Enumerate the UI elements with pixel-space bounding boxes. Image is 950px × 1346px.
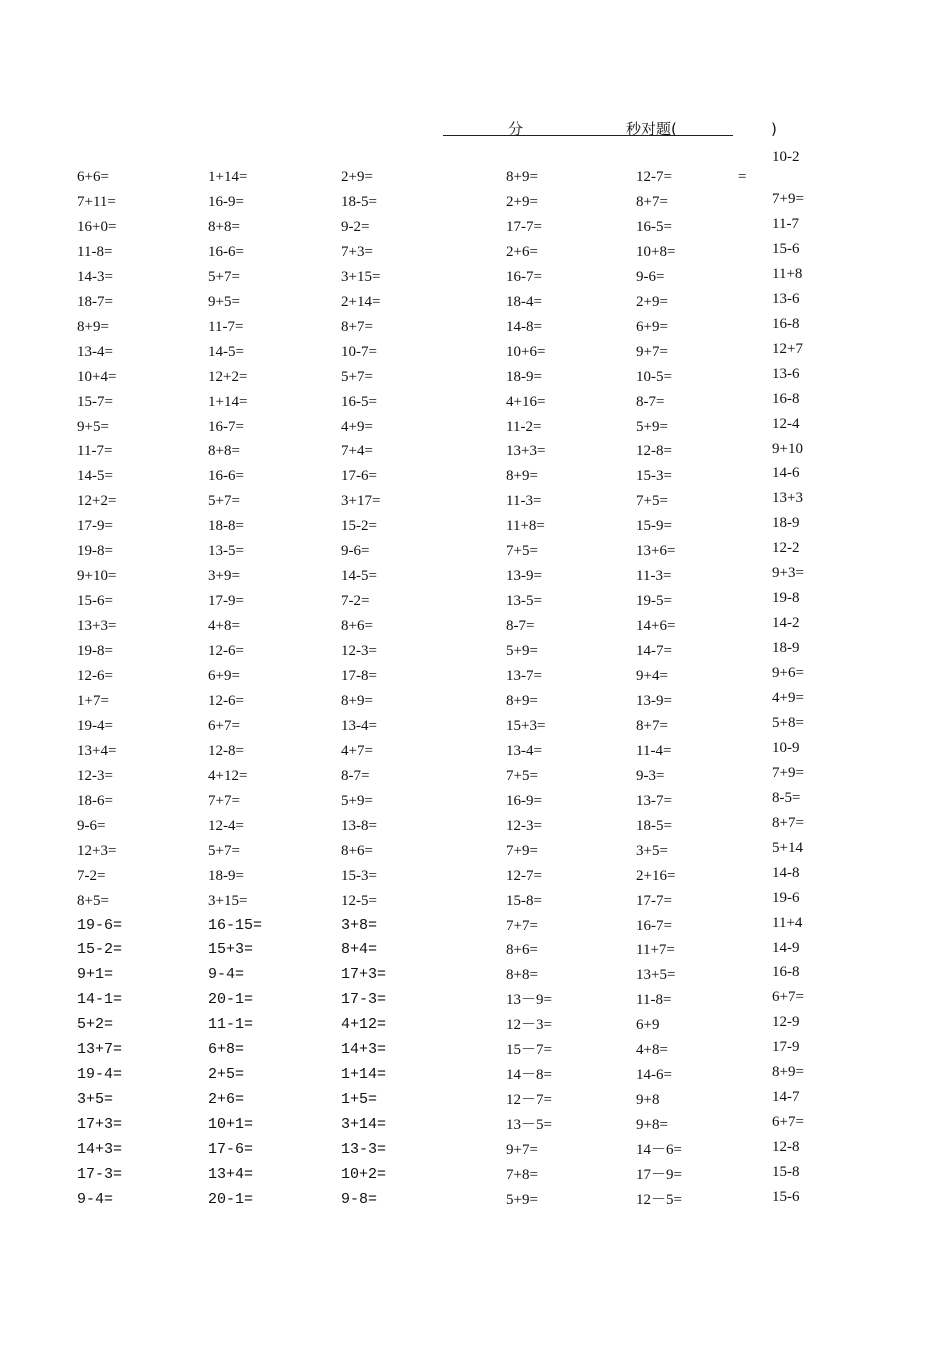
problem-3-38: 1+5= <box>341 1091 378 1108</box>
problem-1-40: 14+3= <box>77 1141 123 1158</box>
problem-4-2: 2+9= <box>506 194 538 210</box>
problem-5-38: 9+8 <box>636 1092 660 1108</box>
problem-2-37: 2+5= <box>208 1066 245 1083</box>
problem-1-31: 19-6= <box>77 917 123 934</box>
problem-1-13: 14-5= <box>77 468 113 484</box>
problem-1-24: 13+4= <box>77 743 117 759</box>
problem-6-11: 9+10 <box>772 441 803 457</box>
problem-4-21: 13-7= <box>506 668 542 684</box>
problem-2-25: 4+12= <box>208 768 248 784</box>
problem-3-41: 10+2= <box>341 1166 387 1183</box>
problem-1-33: 9+1= <box>77 966 114 983</box>
problem-2-13: 16-6= <box>208 468 244 484</box>
problem-2-28: 5+7= <box>208 843 240 859</box>
problem-1-8: 13-4= <box>77 344 113 360</box>
problem-6-28: 14-8 <box>772 865 800 881</box>
problem-6-31: 14-9 <box>772 940 800 956</box>
problem-5-22: 13-9= <box>636 693 672 709</box>
problem-5-6: 2+9= <box>636 294 668 310</box>
problem-5-13: 15-3= <box>636 468 672 484</box>
problem-6-8: 13-6 <box>772 366 800 382</box>
problem-4-7: 14-8= <box>506 319 542 335</box>
problem-1-22: 1+7= <box>77 693 109 709</box>
problem-6-19: 18-9 <box>772 640 800 656</box>
problem-2-21: 6+9= <box>208 668 240 684</box>
problem-1-32: 15-2= <box>77 941 123 958</box>
problem-6-29: 19-6 <box>772 890 800 906</box>
problem-2-31: 16-15= <box>208 917 263 934</box>
problem-2-1: 1+14= <box>208 169 248 185</box>
problem-4-35: 12－3= <box>506 1017 552 1033</box>
problem-1-38: 3+5= <box>77 1091 114 1108</box>
problem-5-11: 5+9= <box>636 419 668 435</box>
problem-3-7: 8+7= <box>341 319 373 335</box>
problem-3-18: 7-2= <box>341 593 370 609</box>
problem-5-30: 17-7= <box>636 893 672 909</box>
problem-4-13: 8+9= <box>506 468 538 484</box>
problem-3-21: 17-8= <box>341 668 377 684</box>
problem-5-18: 19-5= <box>636 593 672 609</box>
problem-5-29: 2+16= <box>636 868 676 884</box>
problem-5-9: 10-5= <box>636 369 672 385</box>
problem-4-39: 13－5= <box>506 1117 552 1133</box>
header-seconds-label: 秒对题( <box>626 120 677 138</box>
problem-1-16: 19-8= <box>77 543 113 559</box>
problem-5-8: 9+7= <box>636 344 668 360</box>
problem-6-30: 11+4 <box>772 915 803 931</box>
problem-3-29: 15-3= <box>341 868 377 884</box>
problem-5-15: 15-9= <box>636 518 672 534</box>
problem-2-29: 18-9= <box>208 868 244 884</box>
problem-3-8: 10-7= <box>341 344 377 360</box>
problem-2-39: 10+1= <box>208 1116 254 1133</box>
problem-1-27: 9-6= <box>77 818 106 834</box>
problem-4-4: 2+6= <box>506 244 538 260</box>
problem-4-36: 15－7= <box>506 1042 552 1058</box>
problem-6-16: 9+3= <box>772 565 804 581</box>
problem-5-27: 18-5= <box>636 818 672 834</box>
problem-2-17: 3+9= <box>208 568 240 584</box>
problem-6-4: 11+8 <box>772 266 803 282</box>
problem-5-3: 16-5= <box>636 219 672 235</box>
problem-2-38: 2+6= <box>208 1091 245 1108</box>
problem-3-16: 9-6= <box>341 543 370 559</box>
problem-1-4: 11-8= <box>77 244 113 260</box>
problem-4-24: 13-4= <box>506 743 542 759</box>
problem-3-40: 13-3= <box>341 1141 387 1158</box>
problem-6-13: 13+3 <box>772 490 803 506</box>
problem-6-36: 8+9= <box>772 1064 804 1080</box>
problem-6-7: 12+7 <box>772 341 803 357</box>
problem-3-37: 1+14= <box>341 1066 387 1083</box>
problem-2-33: 9-4= <box>208 966 245 983</box>
problem-4-34: 13－9= <box>506 992 552 1008</box>
problem-4-11: 11-2= <box>506 419 542 435</box>
problem-6-37: 14-7 <box>772 1089 800 1105</box>
problem-5-12: 12-8= <box>636 443 672 459</box>
problem-4-40: 9+7= <box>506 1142 538 1158</box>
problem-3-23: 13-4= <box>341 718 377 734</box>
problem-5-25: 9-3= <box>636 768 665 784</box>
problem-1-35: 5+2= <box>77 1016 114 1033</box>
problem-3-42: 9-8= <box>341 1191 378 1208</box>
problem-3-31: 3+8= <box>341 917 378 934</box>
problem-5-42: 12－5= <box>636 1192 682 1208</box>
problem-6-15: 12-2 <box>772 540 800 556</box>
problem-2-30: 3+15= <box>208 893 248 909</box>
problem-3-30: 12-5= <box>341 893 377 909</box>
problem-4-15: 11+8= <box>506 518 545 534</box>
problem-2-23: 6+7= <box>208 718 240 734</box>
problem-3-36: 14+3= <box>341 1041 387 1058</box>
problem-4-18: 13-5= <box>506 593 542 609</box>
problem-6-2: 11-7 <box>772 216 799 232</box>
problem-5-31: 16-7= <box>636 918 672 934</box>
problem-1-21: 12-6= <box>77 668 113 684</box>
problem-1-15: 17-9= <box>77 518 113 534</box>
problem-4-6: 18-4= <box>506 294 542 310</box>
problem-5-32: 11+7= <box>636 942 675 958</box>
problem-4-26: 16-9= <box>506 793 542 809</box>
problem-6-35: 17-9 <box>772 1039 800 1055</box>
problem-5-4: 10+8= <box>636 244 676 260</box>
problem-5-10: 8-7= <box>636 394 665 410</box>
header-minutes-label: 分 <box>508 120 524 138</box>
problem-5-39: 9+8= <box>636 1117 668 1133</box>
problem-3-34: 17-3= <box>341 991 387 1008</box>
problem-1-25: 12-3= <box>77 768 113 784</box>
problem-2-12: 8+8= <box>208 443 240 459</box>
problem-3-27: 13-8= <box>341 818 377 834</box>
problem-6-22: 5+8= <box>772 715 804 731</box>
problem-1-36: 13+7= <box>77 1041 123 1058</box>
problem-2-5: 5+7= <box>208 269 240 285</box>
problem-2-4: 16-6= <box>208 244 244 260</box>
problem-3-3: 9-2= <box>341 219 370 235</box>
problem-6-5: 13-6 <box>772 291 800 307</box>
problem-2-14: 5+7= <box>208 493 240 509</box>
problem-2-35: 11-1= <box>208 1016 254 1033</box>
problem-5-24: 11-4= <box>636 743 672 759</box>
problem-1-5: 14-3= <box>77 269 113 285</box>
problem-6-33: 6+7= <box>772 989 804 1005</box>
problem-5-23: 8+7= <box>636 718 668 734</box>
problem-2-24: 12-8= <box>208 743 244 759</box>
problem-2-15: 18-8= <box>208 518 244 534</box>
problem-3-13: 17-6= <box>341 468 377 484</box>
problem-5-33: 13+5= <box>636 967 676 983</box>
problem-2-2: 16-9= <box>208 194 244 210</box>
problem-5-41: 17－9= <box>636 1167 682 1183</box>
problem-3-17: 14-5= <box>341 568 377 584</box>
problem-4-31: 7+7= <box>506 918 538 934</box>
problem-3-2: 18-5= <box>341 194 377 210</box>
problem-3-25: 8-7= <box>341 768 370 784</box>
problem-3-39: 3+14= <box>341 1116 387 1133</box>
problem-2-32: 15+3= <box>208 941 254 958</box>
problem-4-32: 8+6= <box>506 942 538 958</box>
problem-6-14: 18-9 <box>772 515 800 531</box>
problem-6-9: 16-8 <box>772 391 800 407</box>
problem-3-28: 8+6= <box>341 843 373 859</box>
problem-2-7: 11-7= <box>208 319 244 335</box>
problem-3-24: 4+7= <box>341 743 373 759</box>
problem-5-34: 11-8= <box>636 992 672 1008</box>
problem-3-32: 8+4= <box>341 941 378 958</box>
problem-1-37: 19-4= <box>77 1066 123 1083</box>
problem-6-18: 14-2 <box>772 615 800 631</box>
problem-5-35: 6+9 <box>636 1017 660 1033</box>
problem-2-9: 12+2= <box>208 369 248 385</box>
problem-1-39: 17+3= <box>77 1116 123 1133</box>
problem-2-26: 7+7= <box>208 793 240 809</box>
problem-4-3: 17-7= <box>506 219 542 235</box>
problem-5-19: 14+6= <box>636 618 676 634</box>
problem-4-42: 5+9= <box>506 1192 538 1208</box>
problem-4-16: 7+5= <box>506 543 538 559</box>
problem-3-20: 12-3= <box>341 643 377 659</box>
problem-4-22: 8+9= <box>506 693 538 709</box>
problem-2-16: 13-5= <box>208 543 244 559</box>
problem-3-6: 2+14= <box>341 294 381 310</box>
problem-2-42: 20-1= <box>208 1191 254 1208</box>
header-close-paren: ) <box>771 120 777 138</box>
problem-2-6: 9+5= <box>208 294 240 310</box>
problem-1-34: 14-1= <box>77 991 123 1008</box>
problem-5-20: 14-7= <box>636 643 672 659</box>
problem-3-14: 3+17= <box>341 493 381 509</box>
problem-3-22: 8+9= <box>341 693 373 709</box>
problem-3-5: 3+15= <box>341 269 381 285</box>
problem-6-40: 15-8 <box>772 1164 800 1180</box>
problem-4-41: 7+8= <box>506 1167 538 1183</box>
problem-1-10: 15-7= <box>77 394 113 410</box>
problem-1-28: 12+3= <box>77 843 117 859</box>
problem-1-6: 18-7= <box>77 294 113 310</box>
problem-3-35: 4+12= <box>341 1016 387 1033</box>
problem-1-12: 11-7= <box>77 443 113 459</box>
problem-4-12: 13+3= <box>506 443 546 459</box>
problem-1-29: 7-2= <box>77 868 106 884</box>
problem-1-42: 9-4= <box>77 1191 114 1208</box>
problem-4-33: 8+8= <box>506 967 538 983</box>
problem-2-34: 20-1= <box>208 991 254 1008</box>
problem-4-1: 8+9= <box>506 169 538 185</box>
problem-2-3: 8+8= <box>208 219 240 235</box>
problem-2-10: 1+14= <box>208 394 248 410</box>
problem-4-23: 15+3= <box>506 718 546 734</box>
problem-4-9: 18-9= <box>506 369 542 385</box>
problem-4-20: 5+9= <box>506 643 538 659</box>
problem-6-32: 16-8 <box>772 964 800 980</box>
problem-2-18: 17-9= <box>208 593 244 609</box>
problem-4-27: 12-3= <box>506 818 542 834</box>
problem-2-36: 6+8= <box>208 1041 245 1058</box>
problem-6-26: 8+7= <box>772 815 804 831</box>
problem-1-20: 19-8= <box>77 643 113 659</box>
problem-4-5: 16-7= <box>506 269 542 285</box>
problem-1-41: 17-3= <box>77 1166 123 1183</box>
problem-2-27: 12-4= <box>208 818 244 834</box>
problem-5-21: 9+4= <box>636 668 668 684</box>
problem-6-27: 5+14 <box>772 840 803 856</box>
problem-1-1: 6+6= <box>77 169 109 185</box>
problem-6-20: 9+6= <box>772 665 804 681</box>
problem-5-14: 7+5= <box>636 493 668 509</box>
problem-4-14: 11-3= <box>506 493 542 509</box>
problem-2-19: 4+8= <box>208 618 240 634</box>
problem-6-25: 8-5= <box>772 790 801 806</box>
problem-6-1: 7+9= <box>772 191 804 207</box>
problem-2-11: 16-7= <box>208 419 244 435</box>
problem-5-40: 14－6= <box>636 1142 682 1158</box>
problem-4-10: 4+16= <box>506 394 546 410</box>
problem-3-10: 16-5= <box>341 394 377 410</box>
problem-1-30: 8+5= <box>77 893 109 909</box>
problem-5-1: 12-7= <box>636 169 672 185</box>
problem-5-16: 13+6= <box>636 543 676 559</box>
problem-2-20: 12-6= <box>208 643 244 659</box>
problem-4-25: 7+5= <box>506 768 538 784</box>
problem-5-17: 11-3= <box>636 568 672 584</box>
problem-6-10: 12-4 <box>772 416 800 432</box>
problem-1-14: 12+2= <box>77 493 117 509</box>
problem-4-37: 14－8= <box>506 1067 552 1083</box>
problem-2-41: 13+4= <box>208 1166 254 1183</box>
problem-5-36: 4+8= <box>636 1042 668 1058</box>
problem-5-2: 8+7= <box>636 194 668 210</box>
problem-6-38: 6+7= <box>772 1114 804 1130</box>
problem-1-17: 9+10= <box>77 568 117 584</box>
problem-1-18: 15-6= <box>77 593 113 609</box>
problem-5-28: 3+5= <box>636 843 668 859</box>
problem-6-24: 7+9= <box>772 765 804 781</box>
problem-4-19: 8-7= <box>506 618 535 634</box>
problem-1-7: 8+9= <box>77 319 109 335</box>
problem-5-7: 6+9= <box>636 319 668 335</box>
problem-4-28: 7+9= <box>506 843 538 859</box>
problem-3-26: 5+9= <box>341 793 373 809</box>
problem-1-23: 19-4= <box>77 718 113 734</box>
problem-1-9: 10+4= <box>77 369 117 385</box>
problem-6-21: 4+9= <box>772 690 804 706</box>
problem-4-38: 12－7= <box>506 1092 552 1108</box>
problem-5-37: 14-6= <box>636 1067 672 1083</box>
problem-3-1: 2+9= <box>341 169 373 185</box>
problem-6-41: 15-6 <box>772 1189 800 1205</box>
problem-1-26: 18-6= <box>77 793 113 809</box>
problem-6-6: 16-8 <box>772 316 800 332</box>
problem-4-30: 15-8= <box>506 893 542 909</box>
problem-3-33: 17+3= <box>341 966 387 983</box>
problem-1-19: 13+3= <box>77 618 117 634</box>
problem-2-22: 12-6= <box>208 693 244 709</box>
problem-6-3: 15-6 <box>772 241 800 257</box>
problem-3-11: 4+9= <box>341 419 373 435</box>
stray-top-problem: 10-2 <box>772 149 800 165</box>
problem-2-8: 14-5= <box>208 344 244 360</box>
problem-6-34: 12-9 <box>772 1014 800 1030</box>
problem-3-15: 15-2= <box>341 518 377 534</box>
problem-6-12: 14-6 <box>772 465 800 481</box>
problem-4-29: 12-7= <box>506 868 542 884</box>
problem-3-19: 8+6= <box>341 618 373 634</box>
problem-6-23: 10-9 <box>772 740 800 756</box>
problem-1-2: 7+11= <box>77 194 116 210</box>
problem-3-9: 5+7= <box>341 369 373 385</box>
header-underline-left <box>443 135 565 136</box>
stray-equals: = <box>738 169 747 185</box>
problem-2-40: 17-6= <box>208 1141 254 1158</box>
problem-4-8: 10+6= <box>506 344 546 360</box>
problem-6-39: 12-8 <box>772 1139 800 1155</box>
problem-5-5: 9-6= <box>636 269 665 285</box>
problem-3-4: 7+3= <box>341 244 373 260</box>
problem-4-17: 13-9= <box>506 568 542 584</box>
problem-1-3: 16+0= <box>77 219 117 235</box>
problem-1-11: 9+5= <box>77 419 109 435</box>
problem-3-12: 7+4= <box>341 443 373 459</box>
problem-5-26: 13-7= <box>636 793 672 809</box>
problem-6-17: 19-8 <box>772 590 800 606</box>
